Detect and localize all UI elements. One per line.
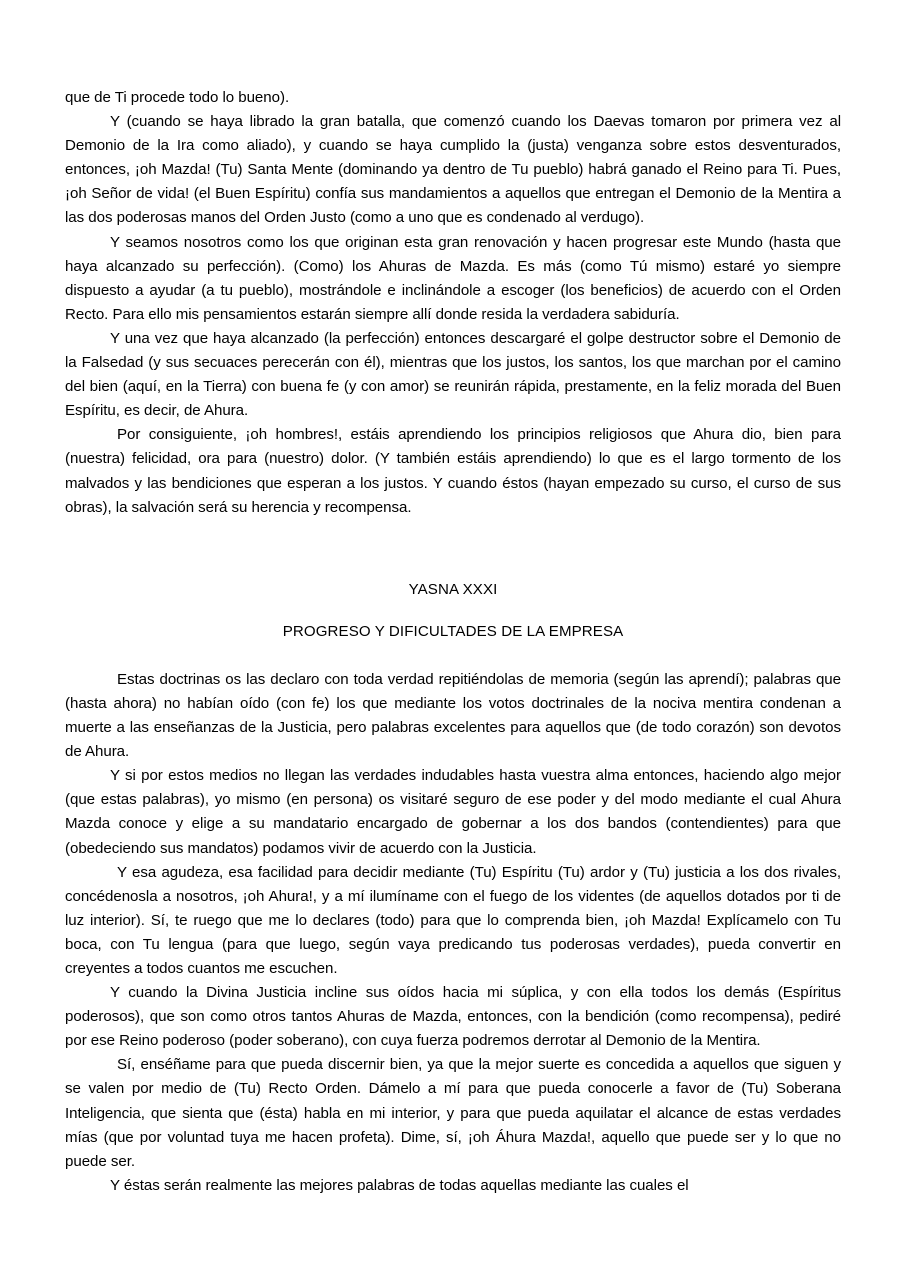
paragraph: Estas doctrinas os las declaro con toda verdad repitiéndolas de memoria (según las aprendí); palabras que (hasta ahora) no habían oído (con fe) los que mediante los votos doctrinales de la nociva mentira condenan a muerte a las enseñanzas de la Justicia, pero palabras excelentes para aquellos que (de todo corazón) son devotos de Ahura. bbox=[65, 670, 841, 761]
post-heading-spacer bbox=[65, 644, 841, 668]
paragraph-truncated: Y éstas serán realmente las mejores palabras de todas aquellas mediante las cuales el bbox=[110, 1176, 689, 1194]
paragraph: Y si por estos medios no llegan las verdades indudables hasta vuestra alma entonces, haciendo algo mejor (que estas palabras), yo mismo (en persona) os visitaré seguro de ese poder y del modo mediante el cual Ahura Mazda conoce y elige a su mandatario encargado de gobernar a los dos bandos (contendientes) para que (obedeciendo sus mandatos) podamos vivir de acuerdo con la Justicia. bbox=[65, 767, 841, 857]
paragraph: Y seamos nosotros como los que originan esta gran renovación y hacen progresar este Mundo (hasta que haya alcanzado su perfección). (Como) los Ahuras de Mazda. Es más (como Tú mismo) estaré yo siempre dispuesto a ayudar (a tu pueblo), mostrándole e inclinándole a escoger (los beneficios) de acuerdo con el Orden Recto. Para ello mis pensamientos estarán siempre allí donde resida la verdadera sabiduría. bbox=[65, 233, 841, 323]
paragraph: Por consiguiente, ¡oh hombres!, estáis aprendiendo los principios religiosos que Ahura dio, bien para (nuestra) felicidad, ora para (nuestro) dolor. (Y también estáis aprendiendo) lo que es el largo tormento de los malvados y las bendiciones que esperan a los justos. Y cuando éstos (hayan empezado su curso, el curso de sus obras), la salvación será su herencia y recompensa. bbox=[65, 426, 841, 516]
paragraph: Y (cuando se haya librado la gran batalla, que comenzó cuando los Daevas tomaron por primera vez al Demonio de la Ira como aliado), y cuando se haya cumplido la (justa) venganza sobre estos desventurados, entonces, ¡oh Mazda! (Tu) Santa Mente (dominando ya dentro de Tu pueblo) habrá ganado el Reino para Ti. Pues, ¡oh Señor de vida! (el Buen Espíritu) confía sus mandamientos a aquellos que entregan el Demonio de la Mentira a las dos poderosas manos del Orden Justo (como a uno que es condenado al verdugo). bbox=[65, 113, 841, 227]
paragraph-continuation: que de Ti procede todo lo bueno). bbox=[65, 89, 290, 106]
paragraph: Y cuando la Divina Justicia incline sus oídos hacia mi súplica, y con ella todos los demás (Espíritus poderosos), que son como otros tantos Ahuras de Mazda, entonces, con la bendición (como recompensa), pediré por ese Reino poderoso (poder soberano), con cuya fuerza podremos derrotar al Demonio de la Mentira. bbox=[65, 984, 841, 1050]
paragraph: Y una vez que haya alcanzado (la perfección) entonces descargaré el golpe destructor sobre el Demonio de la Falsedad (y sus secuaces perecerán con él), mientras que los justos, los santos, los que marchan por el camino del bien (aquí, en la Tierra) con buena fe (y con amor) se reunirán rápida, prestamente, en la feliz morada del Buen Espíritu, es decir, de Ahura. bbox=[65, 329, 841, 420]
page-content bbox=[65, 86, 841, 1198]
paragraph: Y esa agudeza, esa facilidad para decidir mediante (Tu) Espíritu (Tu) ardor y (Tu) justicia a los dos rivales, concédenosla a nosotros, ¡oh Ahura!, y a mí ilumíname con el fuego de los videntes (de aquellos dotados por ti de luz interior). Sí, te ruego que me lo declares (todo) para que lo comprenda bien, ¡oh Mazda! Explícamelo con Tu boca, con Tu lengua (para que luego, según vaya predicando tus poderosas verdades), pueda convertir en creyentes a todos cuantos me escuchen. bbox=[65, 863, 841, 977]
heading-gap bbox=[65, 602, 841, 620]
heading-spacer bbox=[65, 520, 841, 578]
yasna-heading-title: YASNA XXXI bbox=[408, 580, 498, 598]
yasna-heading-subtitle: PROGRESO Y DIFICULTADES DE LA EMPRESA bbox=[282, 622, 624, 640]
paragraph: Sí, enséñame para que pueda discernir bien, ya que la mejor suerte es concedida a aquellos que siguen y se valen por medio de (Tu) Recto Orden. Dámelo a mí para que pueda conocerle a favor de (Tu) Soberana Inteligencia, que sienta que (ésta) habla en mi interior, y para que pueda aquilatar el alcance de estas verdades mías (que por voluntad tuya me hacen profeta). Dime, sí, ¡oh Áhura Mazda!, aquello que puede ser y lo que no puede ser. bbox=[65, 1056, 841, 1170]
